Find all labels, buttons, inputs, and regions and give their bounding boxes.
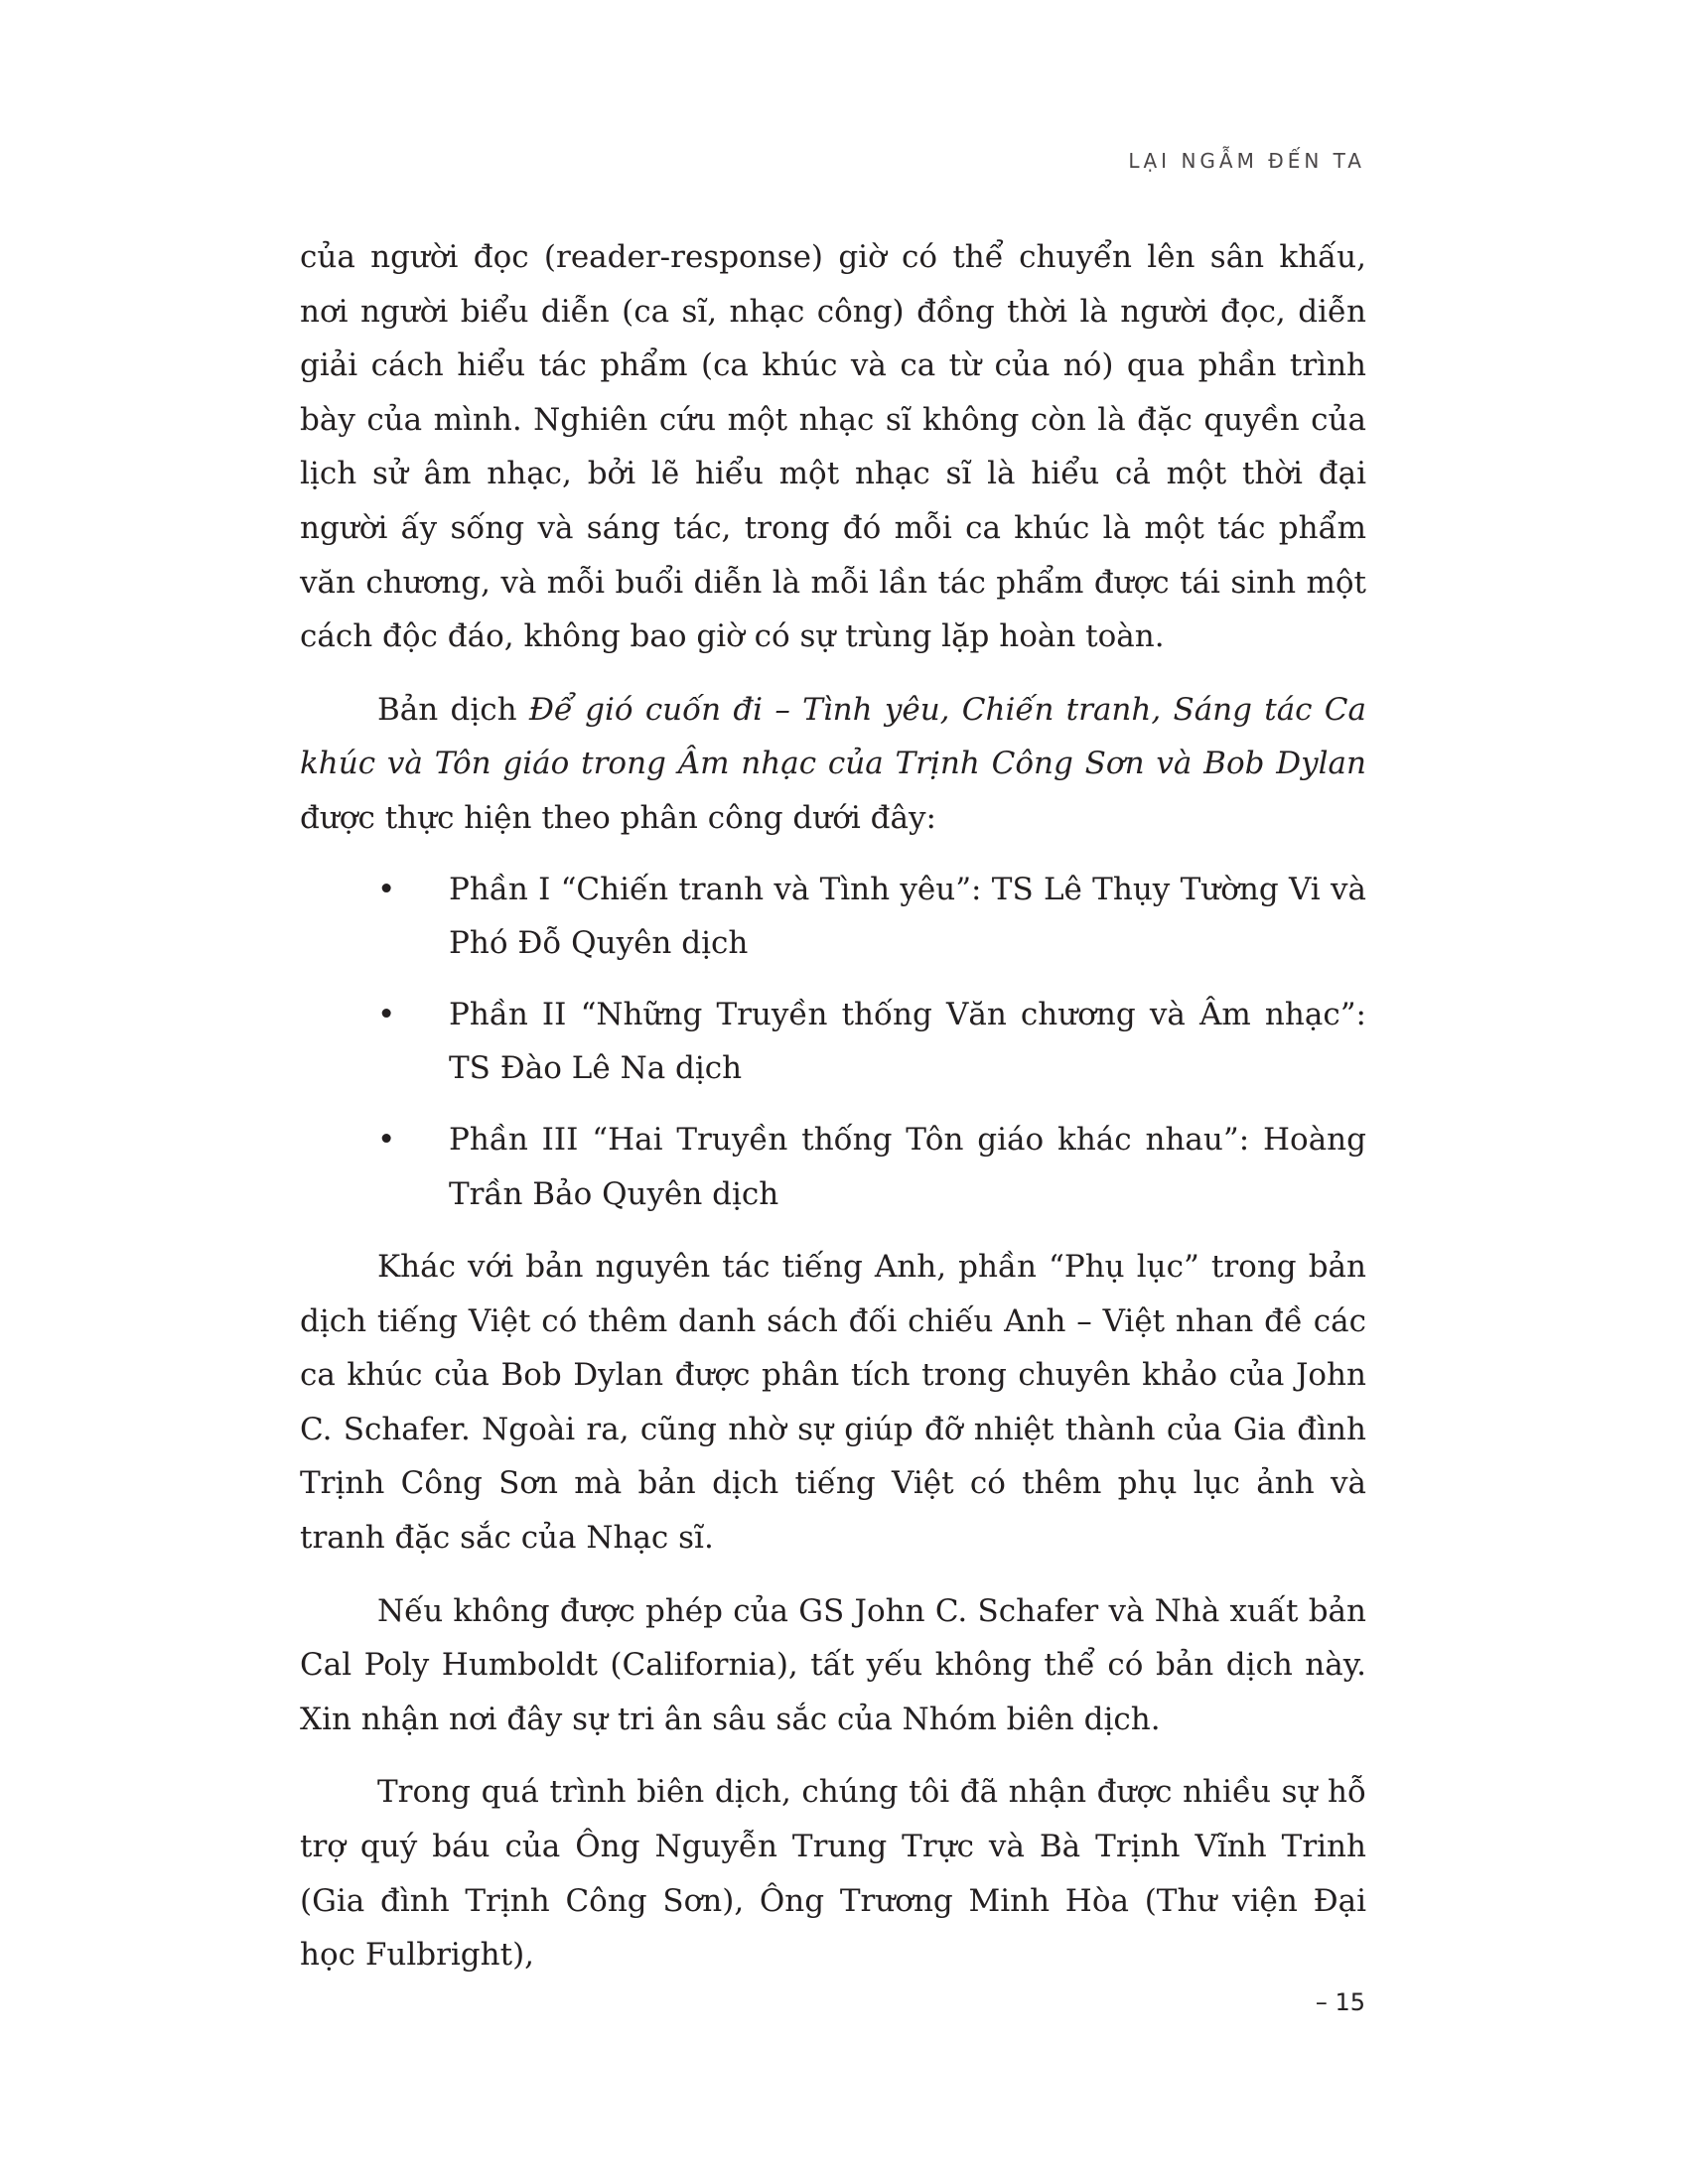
paragraph-continuation: của người đọc (reader-response) giờ có thể chuyển lên sân khấu, nơi người biểu diễn (ca sĩ, nhạc công) đồng thời là người đọc, diễn giải cách hiểu tác phẩm (ca khúc và ca từ của nó) qua phần trình bày của mình. Nghiên cứu một nhạc sĩ không còn là đặc quyền của lịch sử âm nhạc, bởi lẽ hiểu một nhạc sĩ là hiểu cả một thời đại người ấy sống và sáng tác, trong đó mỗi ca khúc là một tác phẩm văn chương, và mỗi buổi diễn là mỗi lần tác phẩm được tái sinh một cách độc đáo, không bao giờ có sự trùng lặp hoàn toàn. [300, 239, 1366, 655]
paragraph-acknowledgement: Nếu không được phép của GS John C. Schafer và Nhà xuất bản Cal Poly Humboldt (California), tất yếu không thể có bản dịch này. Xin nhận nơi đây sự tri ân sâu sắc của Nhóm biên dịch. [300, 1592, 1366, 1737]
paragraph-lead: Bản dịch [377, 691, 529, 728]
list-item-text: Phần III “Hai Truyền thống Tôn giáo khác nhau”: Hoàng Trần Bảo Quyên dịch [449, 1121, 1366, 1212]
list-item [300, 988, 1366, 1096]
paragraph-tail: được thực hiện theo phân công dưới đây: [300, 799, 936, 836]
list-item-text: Phần I “Chiến tranh và Tình yêu”: TS Lê Thụy Tường Vi và Phó Đỗ Quyên dịch [449, 871, 1366, 962]
paragraph-appendix: Khác với bản nguyên tác tiếng Anh, phần “Phụ lục” trong bản dịch tiếng Việt có thêm danh sách đối chiếu Anh – Việt nhan đề các ca khúc của Bob Dylan được phân tích trong chuyên khảo của John C. Schafer. Ngoài ra, cũng nhờ sự giúp đỡ nhiệt thành của Gia đình Trịnh Công Sơn mà bản dịch tiếng Việt có thêm phụ lục ảnh và tranh đặc sắc của Nhạc sĩ. [300, 1249, 1366, 1557]
bullet-icon: • [377, 1121, 396, 1158]
list-item [300, 1113, 1366, 1221]
book-title: Để gió cuốn đi – Tình yêu, Chiến tranh, Sáng tác Ca khúc và Tôn giáo trong Âm nhạc của Trịnh Công Sơn và Bob Dylan [300, 691, 1366, 782]
paragraph-thanks: Trong quá trình biên dịch, chúng tôi đã nhận được nhiều sự hỗ trợ quý báu của Ông Nguyễn Trung Trực và Bà Trịnh Vĩnh Trinh (Gia đình Trịnh Công Sơn), Ông Trương Minh Hòa (Thư viện Đại học Fulbright), [300, 1774, 1366, 1974]
body-text [300, 230, 1366, 1982]
page-number: – 15 [1315, 1988, 1365, 2016]
running-header: LẠI NGẪM ĐẾN TA [1128, 149, 1365, 173]
paragraph-translation-intro [300, 683, 1366, 846]
bullet-icon: • [377, 871, 396, 907]
list-item-text: Phần II “Những Truyền thống Văn chương và Âm nhạc”: TS Đào Lê Na dịch [449, 996, 1366, 1087]
list-item [300, 863, 1366, 971]
bullet-icon: • [377, 996, 396, 1032]
translator-list [300, 863, 1366, 1222]
